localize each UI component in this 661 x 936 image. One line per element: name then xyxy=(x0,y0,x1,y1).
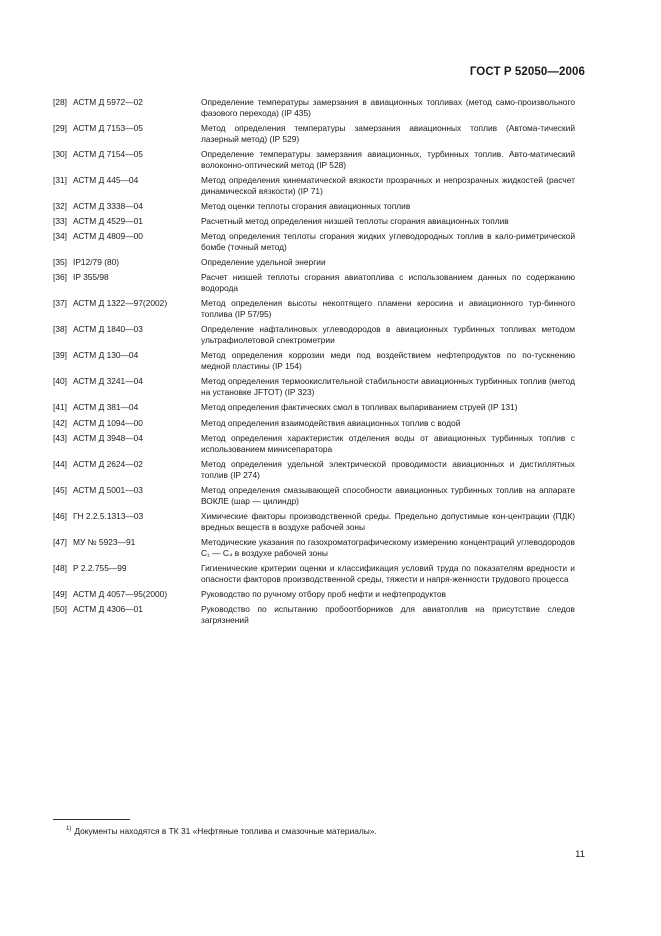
reference-number: [30] xyxy=(53,148,67,159)
reference-code: АСТМ Д 1840—03 xyxy=(73,324,143,335)
reference-number: [32] xyxy=(53,200,67,211)
reference-number: [44] xyxy=(53,458,67,469)
reference-code: АСТМ Д 4306—01 xyxy=(73,603,143,614)
reference-title: Определение температуры замерзания авиационных, турбинных топлив. Авто-матический волоконно-оптический метод (IP 528) xyxy=(201,148,575,170)
reference-title: Метод определения температуры замерзания авиационных топлив (Автома-тический лазерный метод) (IP 529) xyxy=(201,122,575,144)
page-number: 11 xyxy=(575,849,585,860)
reference-title: Метод определения удельной электрической проводимости авиационных и дистиллятных топлив (IP 274) xyxy=(201,458,575,480)
reference-item xyxy=(53,511,575,533)
reference-number: [42] xyxy=(53,417,67,428)
reference-number: [40] xyxy=(53,376,67,387)
reference-number: [45] xyxy=(53,484,67,495)
reference-title: Определение температуры замерзания в авиационных топливах (метод само-произвольного фазового перехода) (IP 435) xyxy=(201,97,575,118)
reference-code: МУ № 5923—91 xyxy=(73,536,136,547)
reference-item xyxy=(53,485,575,507)
reference-item xyxy=(53,149,575,171)
reference-item xyxy=(53,376,575,398)
reference-code: АСТМ Д 3338—04 xyxy=(73,200,143,211)
reference-code: АСТМ Д 445—04 xyxy=(73,174,139,185)
reference-number: [47] xyxy=(53,536,67,547)
reference-item xyxy=(53,459,575,481)
reference-title: Руководство по испытанию пробоотборников для авиатоплив на присутствие следов загрязнений xyxy=(201,603,575,625)
reference-title: Химические факторы производственной среды. Предельно допустимые кон-центрации (ПДК) вредных веществ в воздухе рабочей зоны xyxy=(201,510,575,532)
footnote-text: Документы находятся в ТК 31 «Нефтяные топлива и смазочные материалы». xyxy=(74,826,377,836)
reference-title: Метод определения высоты некоптящего пламени керосина и авиационного тур-бинного топлива (IP 57/95) xyxy=(201,298,575,320)
reference-item xyxy=(53,433,575,455)
reference-code: АСТМ Д 1094—00 xyxy=(73,417,143,428)
reference-code: ГН 2.2.5.1313—03 xyxy=(73,510,144,521)
reference-item xyxy=(53,257,575,268)
reference-code: АСТМ Д 1322—97(2002) xyxy=(73,298,168,309)
reference-code: АСТМ Д 7154—05 xyxy=(73,148,143,159)
reference-number: [37] xyxy=(53,298,67,309)
reference-title: Гигиенические критерии оценки и классификация условий труда по показателям вредности и опасности факторов производственной среды, тяжести и напря-женности трудового процесса xyxy=(201,562,575,584)
references-list xyxy=(53,97,575,630)
reference-number: [50] xyxy=(53,603,67,614)
reference-code: АСТМ Д 130—04 xyxy=(73,350,139,361)
reference-number: [31] xyxy=(53,174,67,185)
reference-title: Расчетный метод определения низшей теплоты сгорания авиационных топлив xyxy=(201,216,509,227)
footnote xyxy=(66,826,377,836)
reference-title: Определение нафталиновых углеводородов в авиационных турбинных топливах методом ультрафиолетовой спектрометрии xyxy=(201,324,575,346)
reference-item xyxy=(53,201,575,212)
reference-title: Руководство по ручному отбору проб нефти и нефтепродуктов xyxy=(201,588,446,599)
reference-item xyxy=(53,563,575,585)
reference-code: АСТМ Д 3241—04 xyxy=(73,376,143,387)
reference-number: [29] xyxy=(53,122,67,133)
reference-item xyxy=(53,97,575,119)
reference-item xyxy=(53,537,575,559)
reference-item xyxy=(53,589,575,600)
reference-number: [43] xyxy=(53,432,67,443)
reference-item xyxy=(53,402,575,413)
reference-title: Метод определения кинематической вязкости прозрачных и непрозрачных жидкостей (расчет динамической вязкости) (IP 71) xyxy=(201,174,575,196)
reference-item xyxy=(53,324,575,346)
reference-code: АСТМ Д 7153—05 xyxy=(73,122,143,133)
reference-code: АСТМ Д 5972—02 xyxy=(73,97,143,107)
reference-title: Расчет низшей теплоты сгорания авиатоплива с использованием данных по содержанию водорода xyxy=(201,272,575,294)
footnote-marker: 1) xyxy=(66,826,72,833)
reference-code: АСТМ Д 2624—02 xyxy=(73,458,143,469)
reference-number: [28] xyxy=(53,97,67,107)
reference-item xyxy=(53,272,575,294)
reference-title: Метод определения фактических смол в топливах выпариванием струей (IP 131) xyxy=(201,402,518,413)
reference-title: Метод определения смазывающей способности авиационных турбинных топлив на аппарате ВОКЛЕ (шар — цилиндр) xyxy=(201,484,575,506)
reference-code: Р 2.2.755—99 xyxy=(73,562,127,573)
reference-title: Определение удельной энергии xyxy=(201,257,326,268)
reference-number: [38] xyxy=(53,324,67,335)
reference-title: Метод определения теплоты сгорания жидких углеводородных топлив в кало-риметрической бомбе (точный метод) xyxy=(201,231,575,253)
reference-code: IP 355/98 xyxy=(73,272,109,283)
reference-item xyxy=(53,175,575,197)
reference-number: [33] xyxy=(53,216,67,227)
reference-number: [48] xyxy=(53,562,67,573)
reference-number: [36] xyxy=(53,272,67,283)
reference-code: АСТМ Д 4809—00 xyxy=(73,231,143,242)
reference-code: АСТМ Д 4057—95(2000) xyxy=(73,588,168,599)
reference-title: Метод определения взаимодействия авиационных топлив с водой xyxy=(201,417,461,428)
reference-number: [49] xyxy=(53,588,67,599)
reference-code: АСТМ Д 3948—04 xyxy=(73,432,143,443)
reference-number: [46] xyxy=(53,510,67,521)
reference-code: АСТМ Д 4529—01 xyxy=(73,216,143,227)
reference-code: IP12/79 (80) xyxy=(73,257,120,268)
reference-item xyxy=(53,418,575,429)
reference-item xyxy=(53,216,575,227)
reference-item xyxy=(53,604,575,626)
reference-number: [39] xyxy=(53,350,67,361)
reference-number: [34] xyxy=(53,231,67,242)
reference-item xyxy=(53,123,575,145)
reference-title: Метод определения термоокислительной стабильности авиационных турбинных топлив (метод на установке JFTOT) (IP 323) xyxy=(201,376,575,398)
reference-number: [41] xyxy=(53,402,67,413)
reference-code: АСТМ Д 381—04 xyxy=(73,402,139,413)
reference-code: АСТМ Д 5001—03 xyxy=(73,484,143,495)
reference-title: Метод определения характеристик отделения воды от авиационных турбинных топлив с использованием минисепаратора xyxy=(201,432,575,454)
reference-item xyxy=(53,298,575,320)
reference-title: Методические указания по газохроматографическому измерению концентраций углеводородов C₁ — C₄ в воздухе рабочей зоны xyxy=(201,536,575,558)
document-header: ГОСТ Р 52050—2006 xyxy=(469,66,585,78)
reference-number: [35] xyxy=(53,257,67,268)
reference-title: Метод определения коррозии меди под воздействием нефтепродуктов по по-тускнению медной пластины (IP 154) xyxy=(201,350,575,372)
reference-title: Метод оценки теплоты сгорания авиационных топлив xyxy=(201,200,411,211)
reference-item xyxy=(53,350,575,372)
footnote-divider xyxy=(53,819,130,820)
reference-item xyxy=(53,231,575,253)
